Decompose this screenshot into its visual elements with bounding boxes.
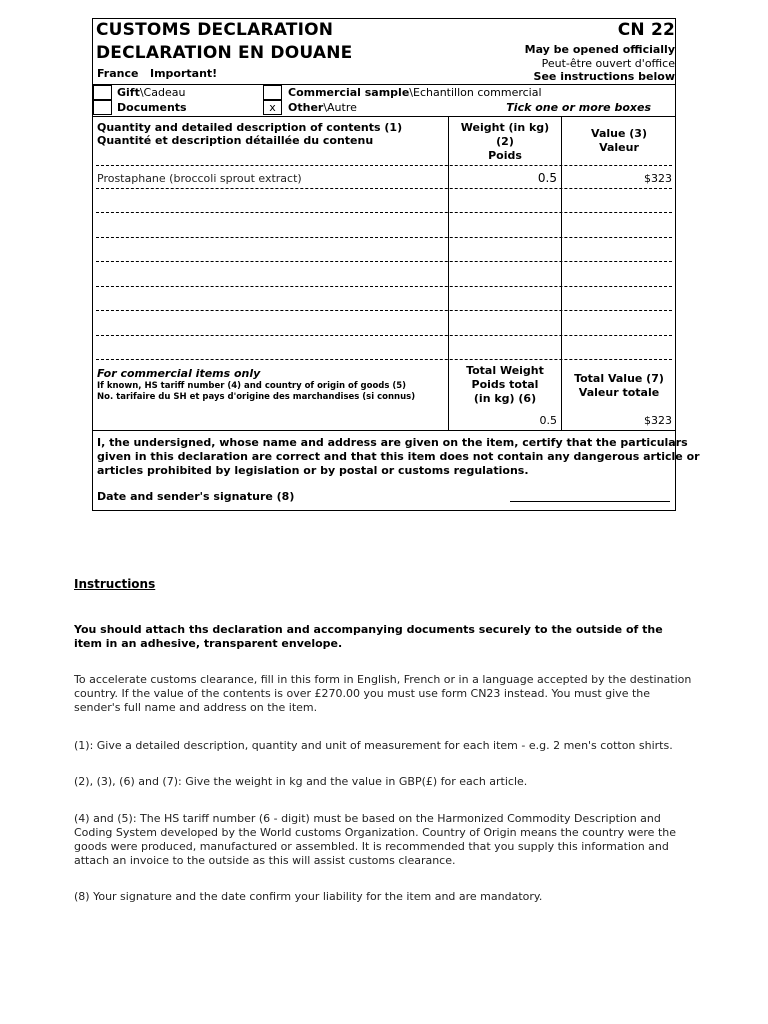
- other-checkbox[interactable]: x: [263, 100, 282, 115]
- documents-label: Documents: [117, 101, 187, 114]
- instructions-heading: Instructions: [74, 577, 156, 591]
- item-description[interactable]: Prostaphane (broccoli sprout extract): [97, 172, 302, 185]
- commercial-sample-checkbox[interactable]: [263, 85, 282, 100]
- instructions-paragraph-2: (1): Give a detailed description, quantity and unit of measurement for each item - e.g. 2 men's cotton shirts.: [74, 739, 673, 752]
- row-separator: [96, 237, 672, 238]
- other-label-fr: \Autre: [323, 101, 357, 114]
- other-label-en: Other: [288, 101, 324, 114]
- form-code: CN 22: [617, 20, 675, 40]
- title-en: CUSTOMS DECLARATION: [96, 20, 334, 40]
- title-fr: DECLARATION EN DOUANE: [96, 43, 353, 63]
- instructions-paragraph-4: (4) and (5): The HS tariff number (6 - digit) must be based on the Harmonized Commodity Description and Coding System developed by the World customs Organization. Country of Origin means the country were the goods were produced, manufactured or assembled. It is recommended that you supply this information and attach an invoice to the outside as this will assist customs clearance.: [74, 812, 677, 867]
- commercial-line-en: If known, HS tariff number (4) and country of origin of goods (5): [97, 381, 407, 391]
- row-separator: [96, 286, 672, 287]
- weight-header-2: (2): [496, 135, 514, 148]
- row-separator: [96, 310, 672, 311]
- may-open-officially: May be opened officially: [524, 43, 675, 56]
- item-value[interactable]: $323: [644, 172, 672, 185]
- commercial-heading: For commercial items only: [97, 367, 261, 380]
- row-separator: [96, 188, 672, 189]
- row-separator: [96, 335, 672, 336]
- description-header-fr: Quantité et description détaillée du contenu: [97, 134, 374, 147]
- divider: [92, 116, 676, 117]
- row-separator: [96, 359, 672, 360]
- certification-line-3: articles prohibited by legislation or by postal or customs regulations.: [97, 464, 529, 477]
- commercial-sample-en: Commercial sample: [288, 86, 410, 99]
- description-header-en: Quantity and detailed description of contents (1): [97, 121, 403, 134]
- certification-line-1: I, the undersigned, whose name and address are given on the item, certify that the particulars: [97, 436, 688, 449]
- total-value-header-1: Total Value (7): [574, 372, 664, 385]
- divider: [92, 84, 676, 85]
- total-weight-value[interactable]: 0.5: [539, 414, 557, 427]
- other-label: [288, 101, 357, 114]
- weight-header-1: Weight (in kg): [460, 121, 550, 134]
- instructions-intro: You should attach ths declaration and accompanying documents securely to the outside of the item in an adhesive, transparent envelope.: [74, 623, 663, 650]
- commercial-line-fr: No. tarifaire du SH et pays d'origine des marchandises (si connus): [97, 392, 416, 402]
- total-weight-header-1: Total Weight: [466, 364, 544, 377]
- instructions-paragraph-5: (8) Your signature and the date confirm your liability for the item and are mandatory.: [74, 890, 543, 903]
- gift-checkbox[interactable]: [93, 85, 112, 100]
- tick-note: Tick one or more boxes: [506, 101, 651, 114]
- commercial-sample-label: [288, 86, 542, 99]
- total-value-header-2: Valeur totale: [578, 386, 660, 399]
- documents-checkbox[interactable]: [93, 100, 112, 115]
- value-header-2: Valeur: [599, 141, 639, 154]
- instructions-paragraph-3: (2), (3), (6) and (7): Give the weight in kg and the value in GBP(£) for each article.: [74, 775, 528, 788]
- commercial-sample-fr: \Echantillon commercial: [409, 86, 542, 99]
- gift-label: [117, 86, 185, 99]
- certification-line-2: given in this declaration are correct and that this item does not contain any dangerous article or: [97, 450, 700, 463]
- gift-label-en: Gift: [117, 86, 140, 99]
- gift-label-fr: \Cadeau: [139, 86, 186, 99]
- row-separator: [96, 165, 672, 166]
- see-instructions: See instructions below: [533, 70, 675, 83]
- row-separator: [96, 261, 672, 262]
- important-label: Important!: [150, 67, 218, 80]
- signature-line[interactable]: [510, 501, 670, 502]
- may-open-fr: Peut-être ouvert d'office: [541, 57, 675, 70]
- row-separator: [96, 212, 672, 213]
- instructions-paragraph-1: To accelerate customs clearance, fill in this form in English, French or in a language accepted by the destination country. If the value of the contents is over £270.00 you must use form CN23 instead. You must give the sender's full name and address on the item.: [74, 673, 692, 714]
- total-value-value[interactable]: $323: [644, 414, 672, 427]
- total-weight-header-2: Poids total: [471, 378, 539, 391]
- country: France: [97, 67, 139, 80]
- signature-label: Date and sender's signature (8): [97, 490, 295, 503]
- divider: [92, 430, 676, 431]
- total-weight-header-3: (in kg) (6): [473, 392, 537, 405]
- item-weight[interactable]: 0.5: [537, 171, 557, 185]
- weight-header-3: Poids: [488, 149, 522, 162]
- value-header-1: Value (3): [591, 127, 647, 140]
